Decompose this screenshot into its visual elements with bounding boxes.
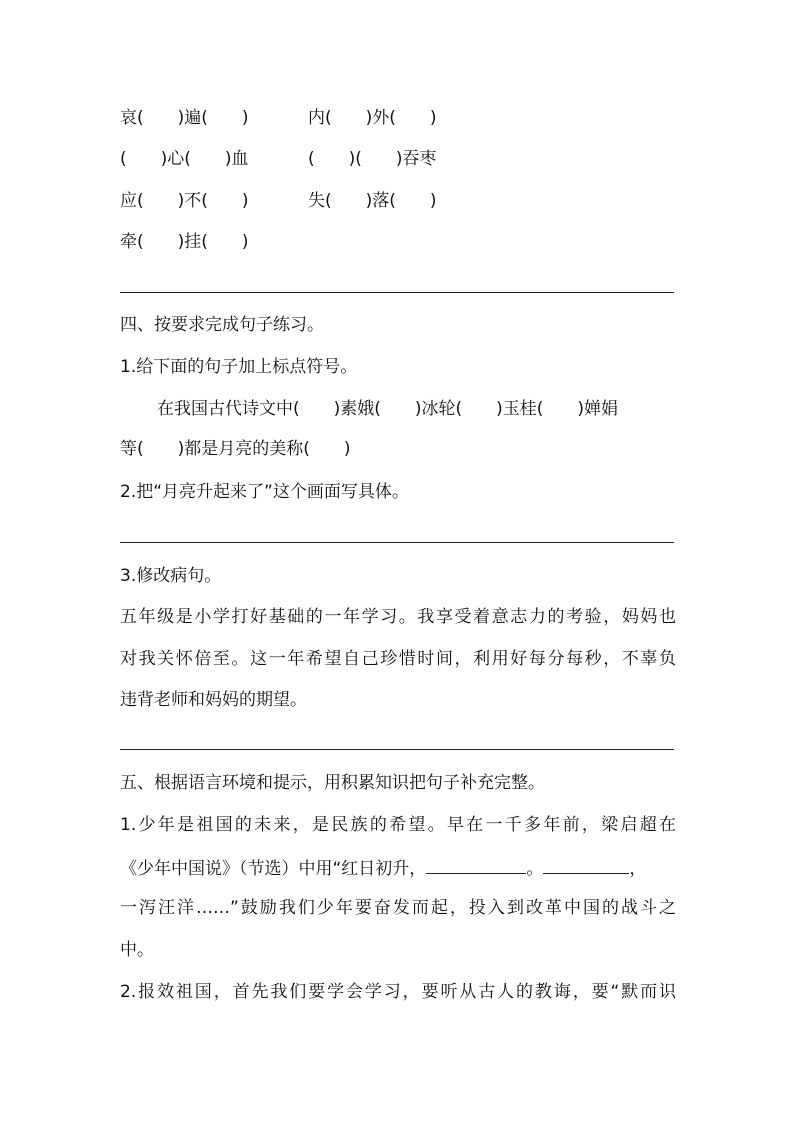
section4-q1-sentence-line2: 等( )都是月亮的美称( ) (120, 439, 351, 459)
section5-heading: 五、根据语言环境和提示，用积累知识把句子补充完整。 (120, 773, 545, 793)
section5-q1-line1: 1.少年是祖国的未来，是民族的希望。早在一千多年前，梁启超在 (120, 815, 676, 835)
idiom-row4-left: 牵( )挂( ) (120, 232, 249, 252)
answer-line (120, 749, 674, 750)
idiom-row3-left: 应( )不( ) (120, 191, 249, 211)
answer-line (120, 542, 674, 543)
fill-blank[interactable] (543, 855, 629, 874)
idiom-row2-left: ( )心( )血 (120, 149, 249, 169)
idiom-row3-right: 失( )落( ) (308, 191, 437, 211)
section4-q3-text-line2: 对我关怀倍至。这一年希望自己珍惜时间，利用好每分每秒，不辜负 (120, 649, 676, 669)
section4-q3-text-line1: 五年级是小学打好基础的一年学习。我享受着意志力的考验，妈妈也 (120, 607, 676, 627)
fill-blank[interactable] (426, 855, 526, 874)
section4-q1: 1.给下面的句子加上标点符号。 (120, 357, 358, 377)
section5-q1-line2 (120, 855, 646, 881)
section4-q2: 2.把“月亮升起来了”这个画面写具体。 (120, 482, 409, 502)
section5-q1-line3: 一泻汪洋……”鼓励我们少年要奋发而起，投入到改革中国的战斗之 (120, 898, 676, 918)
section5-q1-line2-text: 《少年中国说》（节选）中用“红日初升， (120, 859, 427, 879)
section4-q3-text-line3: 违背老师和妈妈的期望。 (120, 690, 307, 710)
period-mark: 。 (526, 859, 544, 879)
idiom-row1-right: 内( )外( ) (308, 108, 437, 128)
comma-mark: ， (629, 859, 647, 879)
section5-q2-line1: 2.报效祖国，首先我们要学会学习，要听从古人的教诲，要“默而识 (120, 982, 676, 1002)
section4-q3: 3.修改病句。 (120, 566, 222, 586)
section4-q1-sentence-line1: 在我国古代诗文中( )素娥( )冰轮( )玉桂( )婵娟 (157, 399, 619, 419)
idiom-row1-left: 哀( )遍( ) (120, 108, 249, 128)
divider-line (120, 292, 674, 293)
section5-q1-line4: 中。 (120, 940, 154, 960)
section4-heading: 四、按要求完成句子练习。 (120, 315, 324, 335)
idiom-row2-right: ( )( )吞枣 (308, 149, 437, 169)
